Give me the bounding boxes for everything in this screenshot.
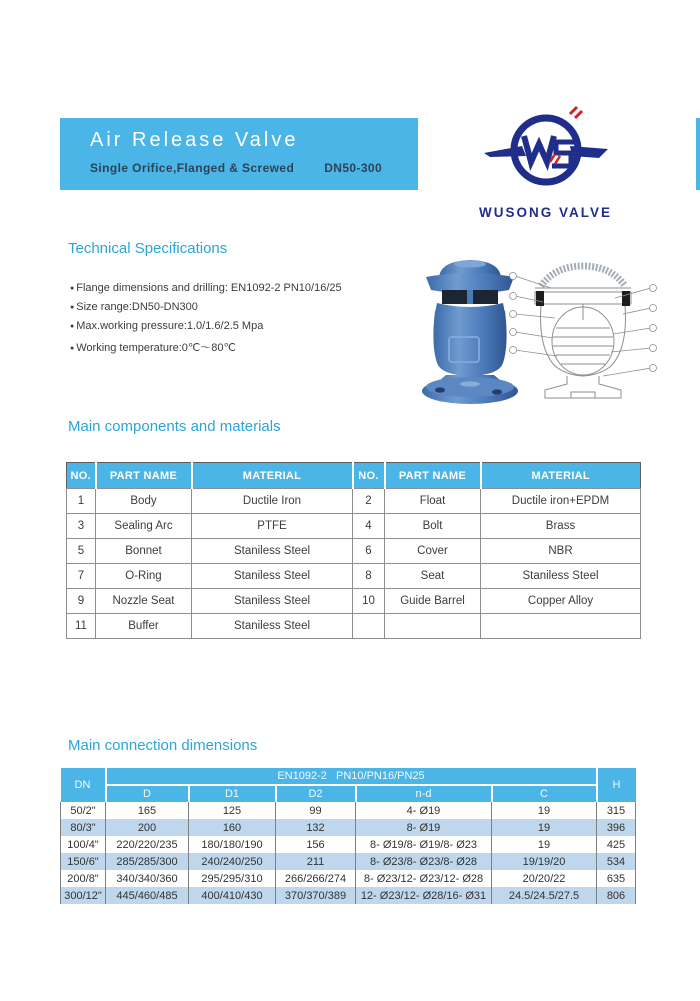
table-cell: 20/20/22 [492, 870, 597, 887]
table-cell: Bonnet [96, 539, 192, 564]
table-row [67, 514, 641, 539]
table-cell: 160 [189, 819, 276, 836]
table-cell: 11 [67, 614, 96, 639]
table-cell: 6 [353, 539, 385, 564]
table-cell: 8- Ø19 [356, 819, 492, 836]
table-cell: 635 [597, 870, 636, 887]
table-cell: 12- Ø23/12- Ø28/16- Ø31 [356, 887, 492, 904]
table-cell: 5 [67, 539, 96, 564]
table-cell: Sealing Arc [96, 514, 192, 539]
spec-item: ● Max.working pressure:1.0/1.6/2.5 Mpa [70, 320, 342, 332]
table-cell: 2 [353, 489, 385, 514]
table-cell: 7 [67, 564, 96, 589]
column-header: D2 [276, 785, 356, 802]
table-cell: 340/340/360 [106, 870, 189, 887]
column-header: NO. [353, 463, 385, 489]
table-cell: 19 [492, 836, 597, 853]
table-cell: 285/285/300 [106, 853, 189, 870]
table-cell: 8- Ø23/12- Ø23/12- Ø28 [356, 870, 492, 887]
table-cell: 266/266/274 [276, 870, 356, 887]
section-title-dimensions: Main connection dimensions [68, 737, 258, 754]
table-cell: 180/180/190 [189, 836, 276, 853]
table-cell: PTFE [192, 514, 353, 539]
table-cell: 8- Ø19/8- Ø19/8- Ø23 [356, 836, 492, 853]
table-cell: 8 [353, 564, 385, 589]
header-banner [60, 118, 418, 190]
table-cell: Staniless Steel [192, 614, 353, 639]
table-cell: 534 [597, 853, 636, 870]
section-title-technical: Technical Specifications [68, 240, 228, 257]
column-header: PART NAME [385, 463, 481, 489]
table-cell: 50/2" [61, 802, 106, 819]
table-cell: 19/19/20 [492, 853, 597, 870]
table-cell: 240/240/250 [189, 853, 276, 870]
column-header: C [492, 785, 597, 802]
table-cell: Bolt [385, 514, 481, 539]
table-cell: 315 [597, 802, 636, 819]
table-cell: Buffer [96, 614, 192, 639]
table-cell [385, 614, 481, 639]
table-cell: Staniless Steel [192, 589, 353, 614]
table-cell: Ductile iron+EPDM [481, 489, 641, 514]
column-header: n-d [356, 785, 492, 802]
table-row [61, 870, 636, 887]
table-cell: 220/220/235 [106, 836, 189, 853]
table-row [61, 887, 636, 904]
column-header-standard: EN1092-2 PN10/PN16/PN25 [106, 768, 597, 785]
table-row [67, 539, 641, 564]
table-cell: 19 [492, 802, 597, 819]
table-row [61, 853, 636, 870]
table-cell: O-Ring [96, 564, 192, 589]
table-cell: 10 [353, 589, 385, 614]
table-cell: 400/410/430 [189, 887, 276, 904]
table-row [61, 802, 636, 819]
table-cell: 3 [67, 514, 96, 539]
table-row [67, 564, 641, 589]
table-cell: NBR [481, 539, 641, 564]
table-cell: 150/6" [61, 853, 106, 870]
table-cell: 125 [189, 802, 276, 819]
table-cell: Brass [481, 514, 641, 539]
spec-item: ● Size range:DN50-DN300 [70, 301, 342, 313]
table-cell: Ductile Iron [192, 489, 353, 514]
table-cell: 200/8" [61, 870, 106, 887]
table-cell: Copper Alloy [481, 589, 641, 614]
table-cell: 445/460/485 [106, 887, 189, 904]
table-cell: 8- Ø23/8- Ø23/8- Ø28 [356, 853, 492, 870]
column-header: MATERIAL [192, 463, 353, 489]
table-cell [481, 614, 641, 639]
table-cell [353, 614, 385, 639]
dimensions-header-row-1 [61, 768, 636, 785]
table-cell: Float [385, 489, 481, 514]
wusong-logo [478, 100, 613, 218]
table-cell: 24.5/24.5/27.5 [492, 887, 597, 904]
table-cell: 425 [597, 836, 636, 853]
column-header: PART NAME [96, 463, 192, 489]
table-cell: 165 [106, 802, 189, 819]
table-row [61, 819, 636, 836]
table-cell: Body [96, 489, 192, 514]
section-title-components: Main components and materials [68, 418, 281, 435]
table-cell: Nozzle Seat [96, 589, 192, 614]
spec-item: ● Flange dimensions and drilling: EN1092-2 PN10/16/25 [70, 282, 342, 294]
dimensions-table [60, 768, 636, 904]
column-header: NO. [67, 463, 96, 489]
table-cell: 200 [106, 819, 189, 836]
table-cell: 100/4" [61, 836, 106, 853]
column-header: D1 [189, 785, 276, 802]
column-header-h: H [597, 768, 636, 802]
table-cell: 396 [597, 819, 636, 836]
table-row [61, 836, 636, 853]
table-cell: 806 [597, 887, 636, 904]
spec-item: ● Working temperature:0℃～80℃ [70, 339, 342, 355]
table-cell: 300/12" [61, 887, 106, 904]
table-cell: 370/370/389 [276, 887, 356, 904]
table-cell: Seat [385, 564, 481, 589]
product-title: Air Release Valve [90, 129, 299, 151]
table-row [67, 589, 641, 614]
table-cell: 295/295/310 [189, 870, 276, 887]
table-cell: Cover [385, 539, 481, 564]
wusong-wordmark: WUSONG VALVE [478, 205, 612, 220]
table-cell: Staniless Steel [192, 564, 353, 589]
valve-cross-section-drawing [503, 258, 663, 408]
table-cell: 132 [276, 819, 356, 836]
column-header: D [106, 785, 189, 802]
dimensions-header-row-2 [61, 785, 636, 802]
table-cell: 80/3" [61, 819, 106, 836]
table-cell: Staniless Steel [481, 564, 641, 589]
table-cell: 19 [492, 819, 597, 836]
table-row [67, 614, 641, 639]
page-edge-accent [696, 118, 700, 190]
product-subtitle: Single Orifice,Flanged & Screwed [90, 161, 295, 175]
components-table [66, 462, 641, 639]
table-cell: 211 [276, 853, 356, 870]
spec-list [70, 282, 342, 362]
column-header-dn: DN [61, 768, 106, 802]
table-cell: Guide Barrel [385, 589, 481, 614]
table-cell: 1 [67, 489, 96, 514]
product-size-range: DN50-300 [324, 161, 383, 175]
components-header-row [67, 463, 641, 489]
table-row [67, 489, 641, 514]
table-cell: 4- Ø19 [356, 802, 492, 819]
table-cell: 99 [276, 802, 356, 819]
wusong-logo-icon [478, 100, 613, 198]
table-cell: 156 [276, 836, 356, 853]
column-header: MATERIAL [481, 463, 641, 489]
table-cell: Staniless Steel [192, 539, 353, 564]
table-cell: 9 [67, 589, 96, 614]
table-cell: 4 [353, 514, 385, 539]
